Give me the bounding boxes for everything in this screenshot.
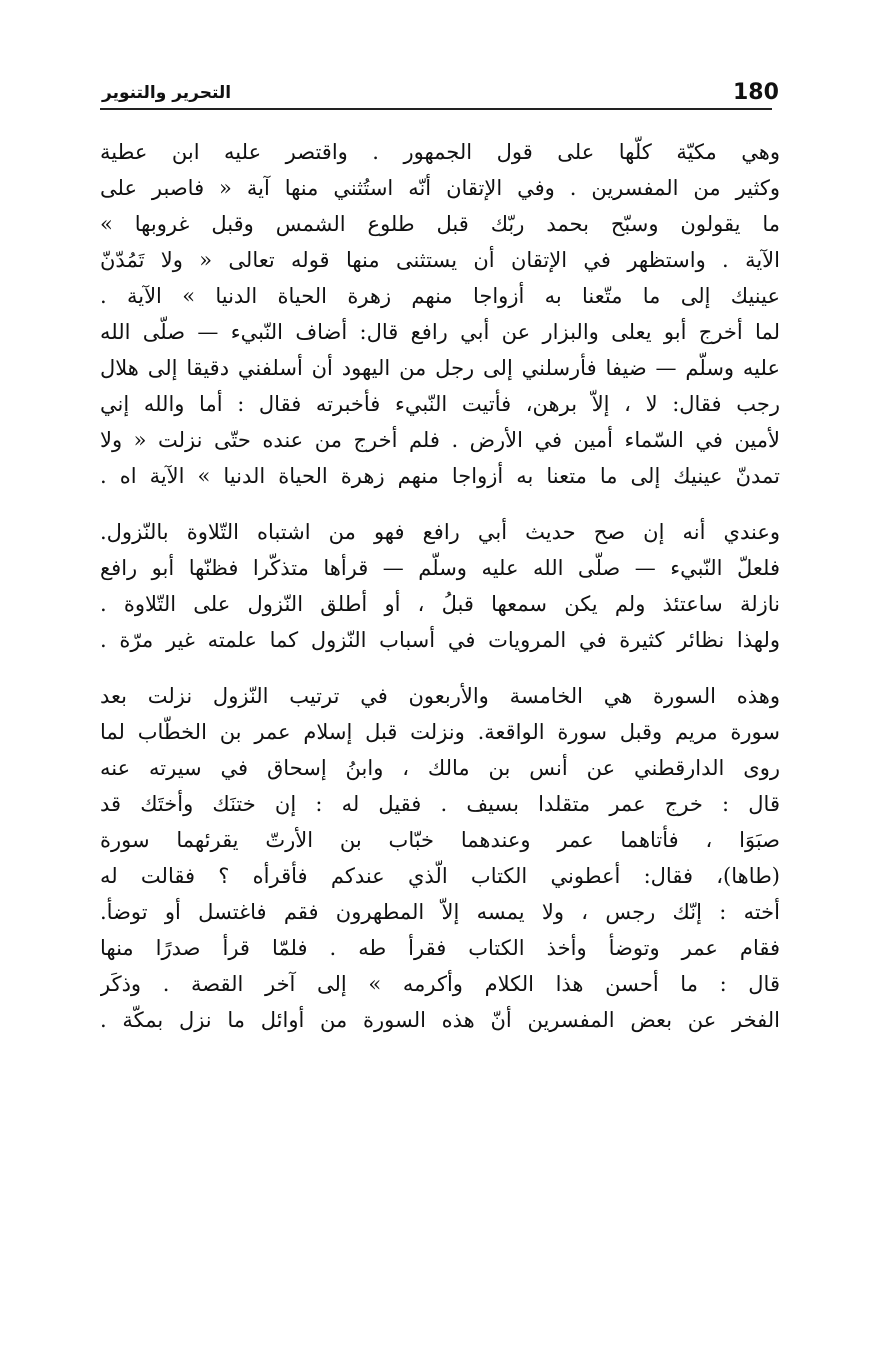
text-line: أخته : إنّك رجس ، ولا يمسه إلاّ المطهرون فقم فاغتسل أو توضأ. [100, 900, 780, 924]
header-rule [100, 108, 772, 110]
text-line: فلعلّ النّبيء — صلّى الله عليه وسلّم — قرأها متذكّرا فظنّها أبو رافع [100, 556, 780, 580]
text-line: الفخر عن بعض المفسرين أنّ هذه السورة من أوائل ما نزل بمكّة . [100, 1008, 780, 1032]
text-line: تمدنّ عينيك إلى ما متعنا به أزواجا منهم زهرة الحياة الدنيا » الآية اه . [100, 464, 780, 488]
text-line: ما يقولون وسبّح بحمد ربّك قبل طلوع الشمس وقبل غروبها » [100, 212, 780, 236]
text-line: لما أخرج أبو يعلى والبزار عن أبي رافع قال: أضاف النّبيء — صلّى الله [100, 320, 780, 344]
text-line: وهذه السورة هي الخامسة والأربعون في ترتيب النّزول نزلت بعد [100, 684, 780, 708]
text-line: رجب فقال: لا ، إلاّ برهن، فأتيت النّبيء فأخبرته فقال : أما والله إني [100, 392, 780, 416]
text-line: قال : خرج عمر متقلدا بسيف . فقيل له : إن ختنَك وأختَك قد [100, 792, 780, 816]
text-line: ولهذا نظائر كثيرة في المرويات في أسباب النّزول كما علمته غير مرّة . [100, 628, 780, 652]
text-line: (طاها)، فقال: أعطوني الكتاب الّذي عندكم فأقرأه ؟ فقالت له [100, 864, 780, 888]
text-line: قال : ما أحسن هذا الكلام وأكرمه » إلى آخر القصة . وذكَر [100, 972, 780, 996]
paragraph [100, 514, 780, 658]
text-line: وكثير من المفسرين . وفي الإتقان أنّه استُثني منها آية « فاصبر على [100, 176, 780, 200]
book-title: التحرير والتنوير [102, 83, 232, 103]
page-number: 180 [733, 80, 779, 105]
text-line: وهي مكيّة كلّها على قول الجمهور . واقتصر عليه ابن عطية [100, 140, 780, 164]
text-line: روى الدارقطني عن أنس بن مالك ، وابنُ إسحاق في سيرته عنه [100, 756, 780, 780]
text-line: الآية . واستظهر في الإتقان أن يستثنى منها قوله تعالى « ولا تَمُدّنّ [100, 248, 780, 272]
text-line: نازلة ساعتئذ ولم يكن سمعها قبلُ ، أو أطلق النّزول على التّلاوة . [100, 592, 780, 616]
body-text [100, 134, 780, 1038]
paragraph [100, 678, 780, 1038]
text-line: وعندي أنه إن صح حديث أبي رافع فهو من اشتباه التّلاوة بالنّزول. [100, 520, 780, 544]
paragraph [100, 134, 780, 494]
paragraph-gap [100, 658, 780, 678]
page-header [100, 78, 779, 110]
text-line: فقام عمر وتوضأ وأخذ الكتاب فقرأ طه . فلمّا قرأ صدرًا منها [100, 936, 780, 960]
text-line: لأمين في السّماء أمين في الأرض . فلم أخرج من عنده حتّى نزلت « ولا [100, 428, 780, 452]
text-line: سورة مريم وقبل سورة الواقعة. ونزلت قبل إسلام عمر بن الخطّاب لما [100, 720, 780, 744]
text-line: صبَوَا ، فأتاهما عمر وعندهما خبّاب بن الأرتّ يقرئهما سورة [100, 828, 780, 852]
paragraph-gap [100, 494, 780, 514]
text-line: عينيك إلى ما متّعنا به أزواجا منهم زهرة الحياة الدنيا » الآية . [100, 284, 780, 308]
text-line: عليه وسلّم — ضيفا فأرسلني إلى رجل من اليهود أن أسلفني دقيقا إلى هلال [100, 356, 780, 380]
